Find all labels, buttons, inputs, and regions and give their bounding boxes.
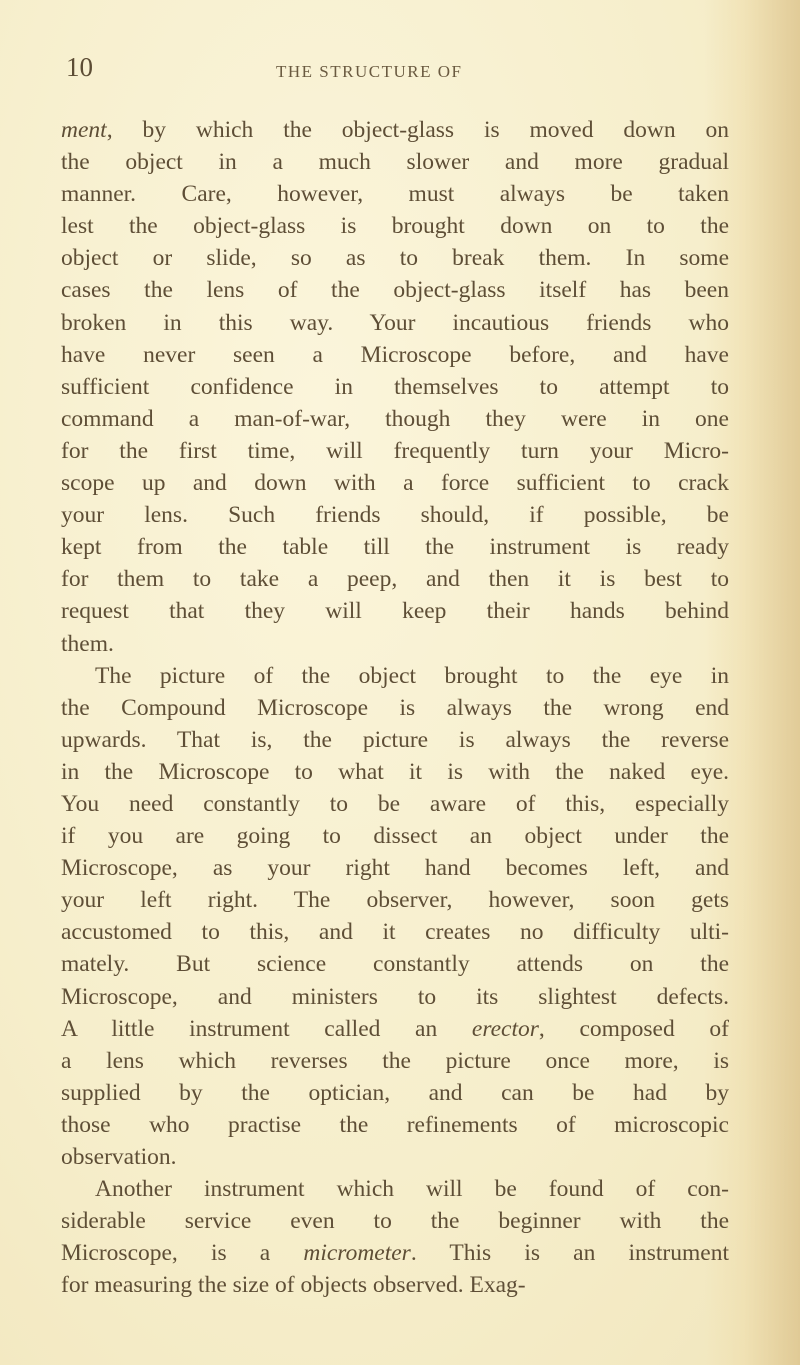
line-text: The picture of the object brought to the eye in bbox=[95, 662, 729, 689]
text-line bbox=[61, 1141, 729, 1173]
text-line bbox=[61, 660, 729, 692]
text-line bbox=[61, 1173, 729, 1205]
line-text: have never seen a Microscope before, and have bbox=[61, 341, 729, 368]
line-text: a lens which reverses the picture once more, is bbox=[61, 1047, 729, 1074]
page-number: 10 bbox=[66, 52, 93, 82]
running-head: THE STRUCTURE OF bbox=[276, 62, 463, 81]
line-text: siderable service even to the beginner with the bbox=[61, 1208, 729, 1235]
line-text: manner. Care, however, must always be taken bbox=[61, 181, 729, 208]
text-line bbox=[61, 274, 729, 306]
text-line bbox=[61, 178, 729, 210]
line-text: A little instrument called an bbox=[61, 1015, 472, 1042]
text-line bbox=[61, 1013, 729, 1045]
line-text: cases the lens of the object-glass itself has been bbox=[61, 277, 729, 304]
paragraph bbox=[61, 114, 729, 660]
text-line bbox=[61, 692, 729, 724]
line-text: Microscope, is a bbox=[61, 1240, 304, 1267]
line-text: the Compound Microscope is always the wrong end bbox=[61, 694, 729, 721]
line-text: them. bbox=[61, 630, 114, 657]
text-line bbox=[61, 1269, 729, 1301]
line-text: Another instrument which will be found of con- bbox=[95, 1176, 729, 1203]
text-line bbox=[61, 114, 729, 146]
italic-term: erector bbox=[471, 1015, 539, 1042]
text-line bbox=[61, 1045, 729, 1077]
line-text: mately. But science constantly attends on the bbox=[61, 951, 729, 978]
line-text: for them to take a peep, and then it is best to bbox=[61, 566, 729, 593]
line-text: , by which the object-glass is moved down on bbox=[106, 117, 729, 143]
text-line bbox=[61, 210, 729, 242]
text-line bbox=[61, 1077, 729, 1109]
line-text: the object in a much slower and more gradual bbox=[61, 149, 729, 176]
text-line bbox=[61, 916, 729, 948]
text-line bbox=[61, 339, 729, 371]
line-text: for measuring the size of objects observed. Exag- bbox=[61, 1272, 526, 1299]
text-line bbox=[61, 788, 729, 820]
text-line bbox=[61, 981, 729, 1013]
text-line bbox=[61, 724, 729, 756]
text-line bbox=[61, 371, 729, 403]
text-line bbox=[61, 242, 729, 274]
line-text: request that they will keep their hands behind bbox=[61, 598, 729, 625]
text-line bbox=[61, 820, 729, 852]
text-line bbox=[61, 595, 729, 627]
line-text: object or slide, so as to break them. In some bbox=[61, 245, 729, 272]
paragraph bbox=[61, 660, 729, 1174]
page-header bbox=[66, 52, 731, 92]
text-line bbox=[61, 1205, 729, 1237]
line-text: accustomed to this, and it creates no difficulty ulti- bbox=[61, 919, 729, 946]
line-text: . This is an instrument bbox=[410, 1240, 730, 1267]
text-line bbox=[61, 884, 729, 916]
line-text: for the first time, will frequently turn your Micro- bbox=[61, 437, 729, 464]
line-text: Microscope, and ministers to its slightest defects. bbox=[61, 983, 729, 1010]
text-line bbox=[61, 756, 729, 788]
line-text: observation. bbox=[61, 1144, 177, 1170]
text-line bbox=[61, 531, 729, 563]
line-text: your left right. The observer, however, soon gets bbox=[61, 887, 729, 914]
line-text: You need constantly to be aware of this, especially bbox=[61, 790, 729, 817]
body-text bbox=[61, 114, 729, 1301]
text-line bbox=[61, 852, 729, 884]
line-text: sufficient confidence in themselves to attempt to bbox=[61, 373, 729, 400]
line-text: in the Microscope to what it is with the naked eye. bbox=[61, 758, 729, 785]
line-text: upwards. That is, the picture is always the reverse bbox=[61, 726, 729, 753]
italic-term: micrometer bbox=[303, 1240, 411, 1267]
line-text: if you are going to dissect an object under the bbox=[61, 823, 729, 850]
text-line bbox=[61, 499, 729, 531]
line-text: your lens. Such friends should, if possible, be bbox=[61, 502, 729, 529]
text-line bbox=[61, 403, 729, 435]
line-text: broken in this way. Your incautious friends who bbox=[61, 309, 729, 336]
line-text: , composed of bbox=[538, 1015, 729, 1042]
text-line bbox=[61, 1109, 729, 1141]
line-text: supplied by the optician, and can be had by bbox=[61, 1079, 729, 1106]
text-line bbox=[61, 307, 729, 339]
line-text: those who practise the refinements of microscopic bbox=[61, 1111, 729, 1138]
line-text: scope up and down with a force sufficient to crack bbox=[61, 470, 729, 497]
line-text: command a man-of-war, though they were in one bbox=[61, 405, 729, 432]
text-line bbox=[61, 467, 729, 499]
line-text: Microscope, as your right hand becomes left, and bbox=[61, 855, 729, 882]
text-line bbox=[61, 628, 729, 660]
text-line bbox=[61, 1237, 729, 1269]
line-text: lest the object-glass is brought down on to the bbox=[61, 213, 729, 240]
line-text: kept from the table till the instrument is ready bbox=[61, 534, 729, 561]
text-line bbox=[61, 563, 729, 595]
italic-term: ment bbox=[61, 117, 107, 143]
text-line bbox=[61, 146, 729, 178]
text-line bbox=[61, 948, 729, 980]
text-line bbox=[61, 435, 729, 467]
paragraph bbox=[61, 1173, 729, 1301]
